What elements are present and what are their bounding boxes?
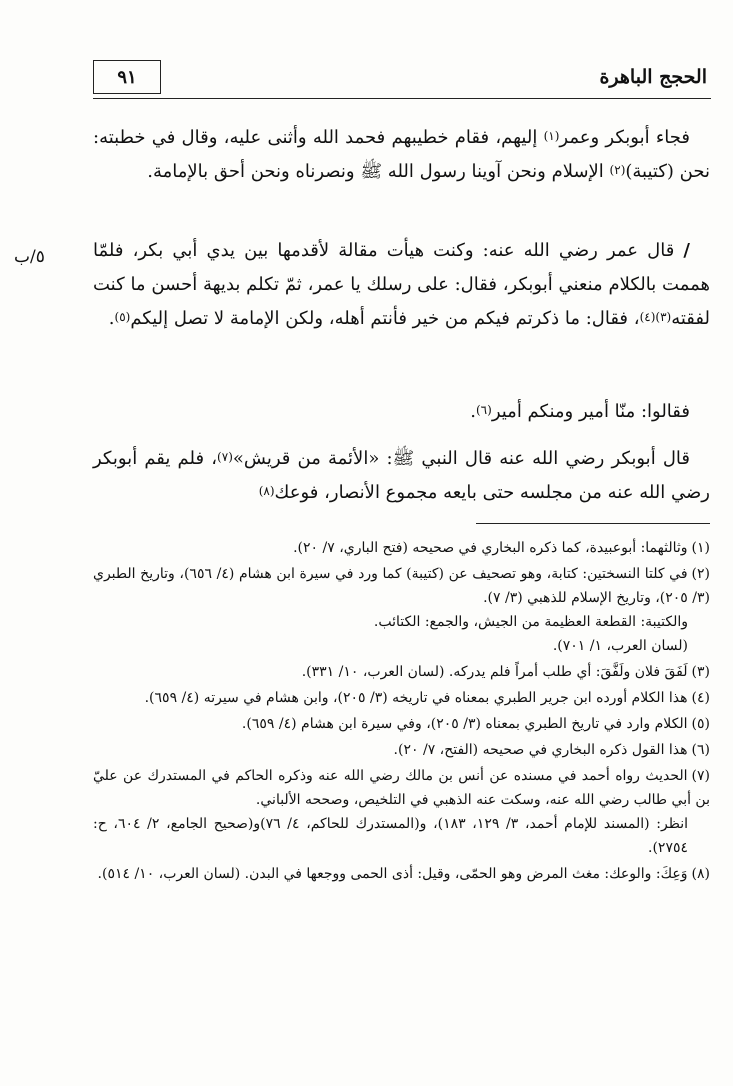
footnote-ref-2: (٢) — [609, 163, 626, 177]
footnote-number: (١) — [691, 540, 710, 556]
footnote-number: (٣) — [691, 664, 710, 680]
p4-text-a: قال أبوبكر رضي الله عنه قال النبي ﷺ: «الأئمة من قريش» — [232, 448, 690, 469]
p2-text-a: قال عمر رضي الله عنه: وكنت هيأت مقالة لأقدمها بين يدي أبي بكر، فلمّا هممت بالكلام منعني أبوبكر، فقال: على رسلك يا عمر، ثمّ تكلم بديهة أحسن ما كنت لفقته — [93, 240, 710, 329]
footnote-text: الكلام وارد في تاريخ الطبري بمعناه (٣/ ٢٠٥)، وفي سيرة ابن هشام (٤/ ٦٥٩). — [241, 716, 688, 732]
p3-text-b: . — [470, 401, 476, 422]
footnote-8 — [93, 862, 710, 886]
p1-text-c: الإسلام ونحن آوينا رسول الله ﷺ ونصرناه ونحن أحق بالإمامة. — [147, 161, 610, 182]
footnote-number: (٨) — [691, 866, 710, 882]
footnote-5 — [93, 712, 710, 736]
header-rule — [93, 98, 711, 99]
paragraph-1 — [93, 121, 710, 189]
footnote-text: وثالثهما: أبوعبيدة، كما ذكره البخاري في صحيحه (فتح الباري، ٧/ ٢٠). — [293, 540, 688, 556]
footnote-number: (٥) — [691, 716, 710, 732]
footnote-separator — [476, 523, 710, 524]
footnote-4 — [93, 686, 710, 710]
footnote-text: (لسان العرب، ١/ ٧٠١). — [552, 638, 688, 654]
p1-text-a: فجاء أبوبكر وعمر — [559, 127, 690, 148]
manuscript-folio-note: ٥/ب — [14, 247, 45, 267]
p4-text-b: ، فلم يقم أبوبكر رضي الله عنه من مجلسه حتى بايعه مجموع الأنصار، فوعك — [93, 448, 710, 503]
footnote-ref-6: (٦) — [475, 403, 492, 417]
footnote-3 — [93, 660, 710, 684]
footnote-ref-8: (٨) — [258, 484, 275, 498]
footnotes — [93, 536, 710, 888]
footnote-7 — [93, 764, 710, 860]
paragraph-4 — [93, 442, 710, 510]
footnote-text: وَعِكَ: والوعك: مغث المرض وهو الحمّى، وقيل: أذى الحمى ووجعها في البدن. (لسان العرب، ١٠/ ٥١٤). — [97, 866, 688, 882]
footnote-text: هذا القول ذكره البخاري في صحيحه (الفتح، ٧/ ٢٠). — [393, 742, 688, 758]
footnote-6 — [93, 738, 710, 762]
footnote-2 — [93, 562, 710, 658]
footnote-number: (٤) — [691, 690, 710, 706]
p2-text-c: . — [108, 308, 115, 329]
footnote-number: (٢) — [691, 566, 711, 582]
p1-text-b: إليهم، فقام خطيبهم فحمد الله وأثنى عليه، وقال في خطبته: نحن (كتيبة) — [93, 127, 710, 182]
folio-marker: / — [683, 240, 690, 261]
footnote-ref-5: (٥) — [114, 310, 131, 324]
footnote-number: (٧) — [691, 768, 710, 784]
footnote-text: الحديث رواه أحمد في مسنده عن أنس بن مالك رضي الله عنه وذكره الحاكم في المستدرك عن عليّ بن أبي طالب رضي الله عنه، وسكت عنه الذهبي في التلخيص، وصححه الألباني. — [93, 768, 710, 808]
footnote-ref-3: (٣) — [655, 310, 672, 324]
p3-text-a: فقالوا: منّا أمير ومنكم أمير — [491, 401, 690, 422]
page-header — [93, 60, 711, 100]
page-number: ٩١ — [93, 60, 161, 94]
footnote-1 — [93, 536, 710, 560]
footnote-text: في كلتا النسختين: كتابة، وهو تصحيف عن (كتيبة) كما ورد في سيرة ابن هشام (٤/ ٦٥٦)، وتاريخ الطبري (٣/ ٢٠٥)، وتاريخ الإسلام للذهبي (٣/ ٧). — [93, 566, 710, 606]
footnote-text: هذا الكلام أورده ابن جرير الطبري بمعناه في تاريخه (٣/ ٢٠٥)، وابن هشام في سيرته (٤/ ٦٥٩). — [144, 690, 688, 706]
paragraph-2 — [93, 234, 710, 336]
footnote-text: انظر: (المسند للإمام أحمد، ٣/ ١٢٩، ١٨٣)، و(المستدرك للحاكم، ٤/ ٧٦)و(صحيح الجامع، ٢/ ٦٠٤، ح: ٢٧٥٤). — [93, 816, 689, 856]
footnote-number: (٦) — [691, 742, 710, 758]
footnote-ref-7: (٧) — [217, 450, 233, 464]
p2-text-b: ، فقال: ما ذكرتم فيكم من خير فأنتم أهله، ولكن الإمامة لا تصل إليكم — [130, 308, 640, 329]
paragraph-3 — [93, 395, 710, 429]
footnote-text: والكتيبة: القطعة العظيمة من الجيش، والجمع: الكتائب. — [373, 614, 688, 630]
footnote-ref-1: (١) — [543, 129, 560, 143]
book-title: الحجج الباهرة — [599, 66, 707, 88]
footnote-ref-4: (٤) — [639, 310, 656, 324]
footnote-text: لَفَقَ فلان ولَفَّقَ: أي طلب أمراً فلم يدركه. (لسان العرب، ١٠/ ٣٣١). — [301, 664, 688, 680]
